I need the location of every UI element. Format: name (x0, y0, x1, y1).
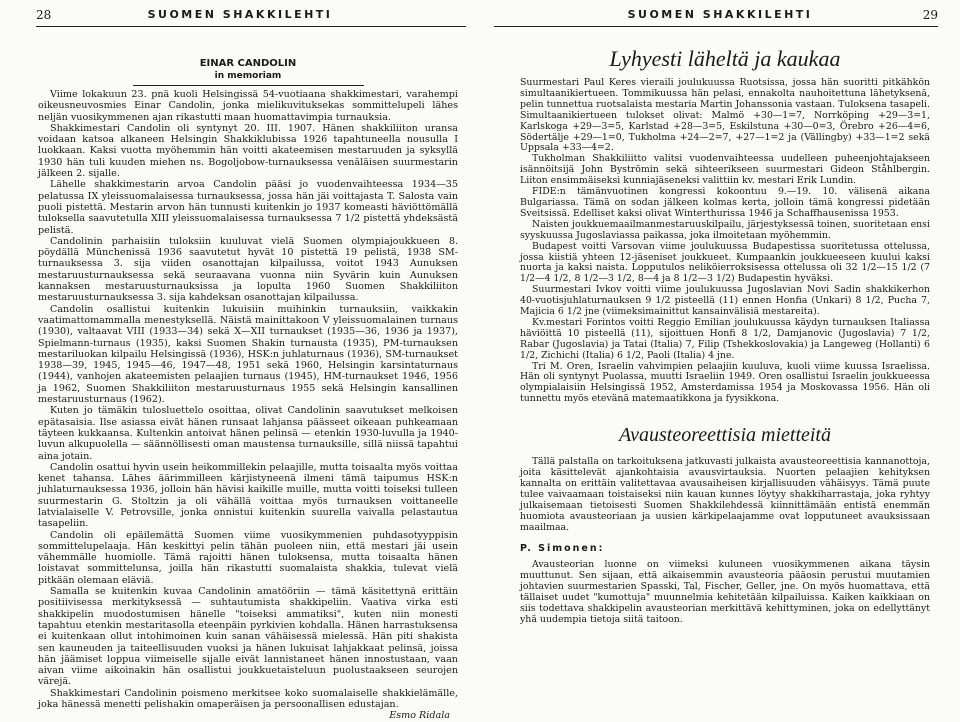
article-subtitle: in memoriam (214, 71, 282, 81)
signature: Esmo Ridala (389, 710, 450, 722)
section-title: Lyhyesti läheltä ja kaukaa (609, 46, 841, 71)
paragraph: Candolinin parhaisiin tuloksiin kuuluvat vielä Suomen olympiajoukkueen 8. pöydällä Münchenissä 1936 saavutetut hyvät 10 pistettä 19 pelistä, 1938 SM-turnauksessa 3. sija viiden osanottajan kilpailussa, voitot 1943 Aunuksen mestaruusturnauksessa sekä seuraavana vuonna niin Syvärin kuin Aunuksen kannaksen mestaruusturnauksissa ja lopulta 1960 Suomen Shakkiliiton mestaruusturnauksessa 3. sija kahdeksan osanottajan kilpailussa. (38, 235, 458, 304)
author-name: P. Simonen: (520, 542, 605, 554)
paragraph: Kuten jo tämäkin tulosluettelo osoittaa, olivat Candolinin saavutukset melkoisen epätasaisia. Ilse asiassa eivät hänen runsaat lahjansa päässeet oikeaan puhkeamaan täyteen kukkaansa. Kultenkin antoivat hänen pelinsä — etenkin 1930-luvulla ja 1940-luvun alkupuolella — säännöllisesti oman maustensa turnauksille, sillä niissä tapahtui aina jotain. (38, 405, 458, 462)
running-title: SUOMEN SHAKKILEHTI (147, 8, 333, 21)
news-item: Tri M. Oren, Israelin vahvimpien pelaajiin kuuluva, kuoli viime kuussa Israelissa. Hän oli syntynyt Puolassa, muutti Israeliin 1949. Oren osallistui Israelin joukkueessa olympialaisiin Helsingissä 1952, Amsterdamissa 1954 ja Moskovassa 1956. Hän oli tunnettu myös etevänä matemaatikkona ja fyysikkona. (520, 360, 930, 405)
page-number: 28 (36, 8, 52, 22)
news-column (520, 46, 930, 626)
title-divider (133, 85, 364, 86)
paragraph: Viime lokakuun 23. pnä kuoli Helsingissä 54-vuotiaana shakkimestari, varahempi oikeusneuvosmies Einar Candolin, jonka mielikuvituksekas sommittelupeli lähes neljän vuosikymmenen ajan rikastutti maan huomattavimpia turnauksia. (38, 89, 458, 123)
paragraph: Candolin osattui hyvin usein heikommillekin pelaajille, mutta toisaalta myös voittaa kenet tahansa. Lähes äärimmilleen kärjistyneenä ilmeni tämä taipumus HSK:n juhlaturnauksessa 1936, jolloin hän hävisi kaikille muille, mutta voitti toiseksi tulleen suurmestarin G. Stoltzin ja oli vähällä voittaa myös turnauksen voittaneelle latvialaiselle V. Petrovsille, jonka onnistui kuitenkin suurella vaivalla pelastautua tasapeliin. (38, 461, 458, 530)
paragraph: Shakkimestari Candolinin poismeno merkitsee koko suomalaiselle shakkielämälle, joka hänessä menetti pelishakin omaperäisen ja persoonallisen edustajan. (38, 687, 458, 711)
paragraph: Samalla se kuitenkin kuvaa Candolinin amatööriin — tämä käsitettynä erittäin positiivisessa merkityksessä — suhtautumista shakkipeliin. Vaativa virka esti shakkipelin muodostumisen hänelle "toiseksi ammatiksi", kuten niin monesti tapahtuu etenkin mestaritasolla eteenpäin pyrkivien kohdalla. Hänen harrastuksensa ei kuitenkaan ollut intohimoinen kuin sanan vähäisessä mielessä. Hän piti shakista sen kauneuden ja taiteellisuuden vuoksi ja hänen lukuisat lahjakkaat pelinsä, joissa hän jäämiset loppua viimeiselle sijalle eivät lannistaneet hänen innostustaan, vaan aivan viime aikoinakin hän osallistui joukkuetaisteluun puolustaakseen seurojen värejä. (38, 586, 458, 688)
running-title: SUOMEN SHAKKILEHTI (627, 8, 813, 21)
news-item: Suurmestari Ivkov voitti viime joulukuussa Jugoslavian Novi Sadin shakkikerhon 40-vuotisjuhlaturnauksen 9 1/2 pisteellä (11) ennen Honfia (Unkari) 8 1/2, Pucha 7, Majicia 6 1/2 jne (viimeksimainittut kansainvälisiä mestareita). (520, 284, 930, 318)
obituary-article (38, 58, 458, 722)
paragraph: Candolin osallistui kuitenkin lukuisiin muihinkin turnauksiin, vaikkakin vaatimattomammalla menestyksellä. Näistä mainittakoon V yleissuomalainen turnaus (1930), valtaavat VIII (1933—34) sekä X—XII turnaukset (1935—36, 1936 ja 1937), Spielmann-turnaus (1935), kaksi Suomen Shakin turnausta (1935), PM-turnauksen mestariluokan kilpailu Helsingissä (1936), HSK:n juhlaturnaus (1936), SM-turnaukset 1938—39, 1945, 1945—46, 1947—48, 1951 sekä 1960, Helsingin karsintaturnaus (1944), vanhojen akateemisten pelaajien turnaus (1945), HM-turnaukset 1946, 1956 ja 1962, Suomen Shakkiliiton mestaruusturnaus 1955 sekä Helsingin kansallinen mestaruusturnaus (1962). (38, 303, 458, 406)
news-item: Naisten joukkuemaailmanmestaruuskilpailu, järjestyksessä toinen, suoritetaan ensi syyskuussa Jugoslaviassa paikassa, joka ilmoitetaan myöhemmin. (520, 218, 930, 241)
header-rule (36, 26, 466, 27)
theory-paragraph: Avausteorian luonne on viimeksi kuluneen vuosikymmenen aikana täysin muuttunut. Sen sijaan, että aikaisemmin avausteoria pääosin perustui muutamien johtavien suurmestarien Spasski, Tal, Fischer, Geller, jne. On myös huomattava, että tällaiset uudet "kumottuja" muunnelmia kehitetään kilpailuissa. Kaiken kaikkiaan on siis todettava shakkipelin avausteorian merkittävä kehittyminen, joka on edellyttänyt yhä uudempia tietoja siitä taitoon. (520, 559, 930, 625)
news-item: Suurmestari Paul Keres vieraili joulukuussa Ruotsissa, jossa hän suoritti pitkähkön simultaanikiertueen. Tommikuussa hän pelasi, ennakolta nauhoitettuna lähetyksenä, pelin tunnettua ruotsalaista mestaria Martin Johanssonia vastaan. Tuloksena tasapeli. Simultaanikiertueen tulokset olivat: Malmö +30—1=7, Norrköping +29—3=1, Karlskoga +29—3=5, Karlstad +28—3=5, Eskilstuna +30—0=3, Örebro +26—4=6, Södertälje +29—1=0, Tukholma +24—2=7, +27—1=2 ja (Vällingby) +33—1=2 sekä Uppsala +33—4=2. (520, 77, 930, 154)
news-item: Budapest voitti Varsovan viime joulukuussa Budapestissa suoritetussa ottelussa, jossa kiistiä yhteen 12-jäseniset joukkueet. Kumpaankin joukkueeseen kuului kaksi nuorta ja kaksi naista. Lopputulos neliköierroksisessa ottelussa oli 32 1/2—15 1/2 (7 1/2—4 1/2, 8 1/2—3 1/2, 8—4 ja 8 1/2—3 1/2) Budapestin hyväksi. (520, 240, 930, 285)
paragraph: Shakkimestari Candolin oli syntynyt 20. III. 1907. Hänen shakkiliiton uransa voidaan katsoa alkaneen Helsingin Shakkiklubissa 1926 tapahtuneella nousulla I luokkaan. Kaksi vuotta myöhemmin hän voitti akateemisen mestaruuden ja syksyllä 1930 hän tuli kuuden miehen ns. Bogoljobow-turnauksessa venäläisen suurmestarin jälkeen 2. sijalle. (38, 122, 458, 180)
news-item: Kv.mestari Forintos voitti Reggio Emilian joulukuussa käydyn turnauksen Italiassa häviöittä 10 pisteellä (11), sijoittuen Honfi 8 1/2, Damjanovic (Jugoslavia) 7 1/2, Rabar (Jugoslavia) ja Tatai (Italia) 7, Filip (Tshekkoslovakia) ja Langeweg (Hollanti) 6 1/2, Zichichi (Italia) 6 1/2, Paoli (Italia) 4 jne. (520, 316, 930, 361)
article-title: EINAR CANDOLIN (199, 58, 297, 69)
header-rule (494, 26, 938, 27)
paragraph: Candolin oli epäilemättä Suomen viime vuosikymmenien puhdasotyyppisin sommittelupelaaja. Hän keskittyi pelin tähän puoleen niin, että mestari jäi usein vähemmälle huomiolle. Tämä rajoitti hänen tuloksensa, mutta toisaalta hänen loistavat sommittelunsa, joilla hän rikastutti suomalaista shakkia, tulevat vielä pitkään olemaan eläviä. (38, 529, 458, 586)
news-item: Tukholman Shakkiliitto valitsi vuodenvaihteessa uudelleen puheenjohtajakseen isännöitsijä John Byströmin sekä sihteerikseen suurmestari Gideon Ståhlbergin. Liiton ensimmäiseksi kunniajäseneksi valittiin kv. mestari Erik Lundin. (520, 153, 930, 187)
paragraph: Lähelle shakkimestarin arvoa Candolin pääsi jo vuodenvaihteessa 1934—35 pelatussa IX yleissuomalaisessa turnauksessa, jossa hän jäi voittajasta T. Salosta vain puoli pistettä. Mestarin arvon hän tunnusti kuitenkin jo 1937 komeasti häviöttömällä tuloksella saavutetulla XIII yleissuomalaisessa turnauksessa 7 1/2 pistettä yhdeksästä pelistä. (38, 179, 458, 236)
section-title: Avausteoreettisia mietteitä (619, 424, 831, 447)
right-page (480, 0, 960, 697)
theory-paragraph: Tällä palstalla on tarkoituksena jatkuvasti julkaista avausteoreettisia kannanottoja, joita käsittelevät ajankohtaisia avausvirtauksia. Nuorten pelaajien kehityksen kannalta on erittäin valitettavaa avausaiheisen kirjallisuuden vähäisyys. Tämä puute tulee vaivaamaan toistaiseksi niin kauan kunnes löytyy shakkiharrastaja, joka ryhtyy julkaisemaan tietoisesti Suomen Shakkilehdessä kiinnittämään entistä enemmän huomiota avausteoriaan ja uusien kärkipelaajamme ovat lopputuneet avauksissaan maailmaa. (520, 456, 930, 533)
news-item: FIDE:n tämänvuotinen kongressi kokoontuu 9.—19. 10. välisenä aikana Bulgariassa. Tämä on sodan jälkeen kolmas kerta, jolloin tämä kongressi pidetään Sveitsissä. Edelliset kaksi olivat Winterthurissa 1946 ja Schaffhausenissa 1953. (520, 186, 930, 219)
page-number: 29 (922, 8, 938, 22)
